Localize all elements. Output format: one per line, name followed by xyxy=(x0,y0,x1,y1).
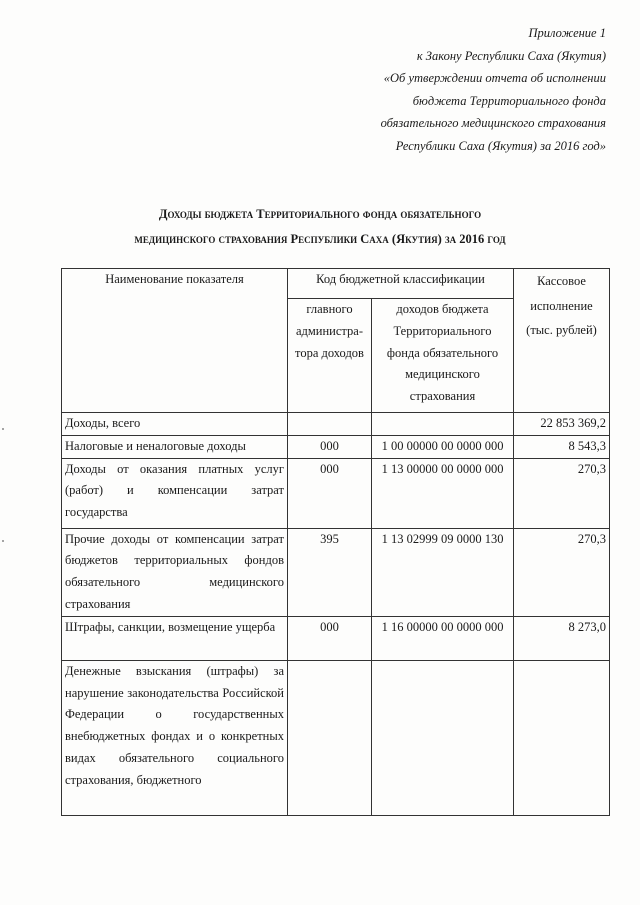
row-classification-code: 1 13 00000 00 0000 000 xyxy=(372,458,514,528)
appendix-line: «Об утверждении отчета об исполнении xyxy=(383,71,606,86)
revenue-table xyxy=(61,268,610,816)
scan-speck xyxy=(2,540,4,542)
row-admin-code: 000 xyxy=(288,435,372,458)
header-fund-income-text: доходов бюджета Территориального фонда обязательного медицинского страхования xyxy=(386,302,499,404)
table-row xyxy=(62,660,610,815)
row-admin-code xyxy=(288,660,372,815)
header-main-administrator-text: главного администра-тора доходов xyxy=(295,302,364,360)
document-subtitle xyxy=(0,227,640,251)
table-row xyxy=(62,616,610,660)
row-value xyxy=(514,660,610,815)
row-classification-code: 1 16 00000 00 0000 000 xyxy=(372,616,514,660)
header-classification-code: Код бюджетной классификации xyxy=(288,269,514,299)
row-name: Денежные взыскания (штрафы) за нарушение законодательства Российской Федерации о государственных внебюджетных фондах и о конкретных видах обязательного социального страхования, бюджетного xyxy=(62,660,288,815)
table-row xyxy=(62,528,610,616)
table-row xyxy=(62,413,610,436)
header-cash-execution-text: Кассовое исполнение (тыс. рублей) xyxy=(526,274,597,337)
header-fund-income xyxy=(372,299,514,413)
header-cash-execution xyxy=(514,269,610,413)
row-admin-code: 000 xyxy=(288,616,372,660)
row-name: Доходы, всего xyxy=(62,413,288,436)
row-value: 8 273,0 xyxy=(514,616,610,660)
appendix-line: Приложение 1 xyxy=(528,26,606,40)
row-admin-code xyxy=(288,413,372,436)
row-classification-code: 1 00 00000 00 0000 000 xyxy=(372,435,514,458)
appendix-note xyxy=(276,22,606,158)
table-row xyxy=(62,458,610,528)
row-value: 22 853 369,2 xyxy=(514,413,610,436)
row-classification-code: 1 13 02999 09 0000 130 xyxy=(372,528,514,616)
row-classification-code xyxy=(372,413,514,436)
header-main-administrator xyxy=(288,299,372,413)
scan-speck xyxy=(2,428,4,430)
row-classification-code xyxy=(372,660,514,815)
row-name: Прочие доходы от компенсации затрат бюджетов территориальных фондов обязательного медицинского страхования xyxy=(62,528,288,616)
row-admin-code: 000 xyxy=(288,458,372,528)
appendix-line: обязательного медицинского страхования xyxy=(380,116,606,131)
title-line-2: медицинского страхования Республики Саха (Якутия) за 2016 год xyxy=(134,232,506,246)
row-value: 270,3 xyxy=(514,458,610,528)
row-name: Штрафы, санкции, возмещение ущерба xyxy=(62,616,288,660)
row-admin-code: 395 xyxy=(288,528,372,616)
row-name: Доходы от оказания платных услуг (работ) и компенсации затрат государства xyxy=(62,458,288,528)
document-title xyxy=(0,202,640,226)
row-value: 8 543,3 xyxy=(514,435,610,458)
row-value: 270,3 xyxy=(514,528,610,616)
appendix-line: к Закону Республики Саха (Якутия) xyxy=(416,48,606,63)
table-row xyxy=(62,435,610,458)
appendix-line: бюджета Территориального фонда xyxy=(412,93,606,108)
title-line-1: Доходы бюджета Территориального фонда обязательного xyxy=(158,207,482,221)
header-indicator-name: Наименование показателя xyxy=(62,269,288,413)
appendix-line: Республики Саха (Якутия) за 2016 год» xyxy=(395,138,606,153)
row-name: Налоговые и неналоговые доходы xyxy=(62,435,288,458)
